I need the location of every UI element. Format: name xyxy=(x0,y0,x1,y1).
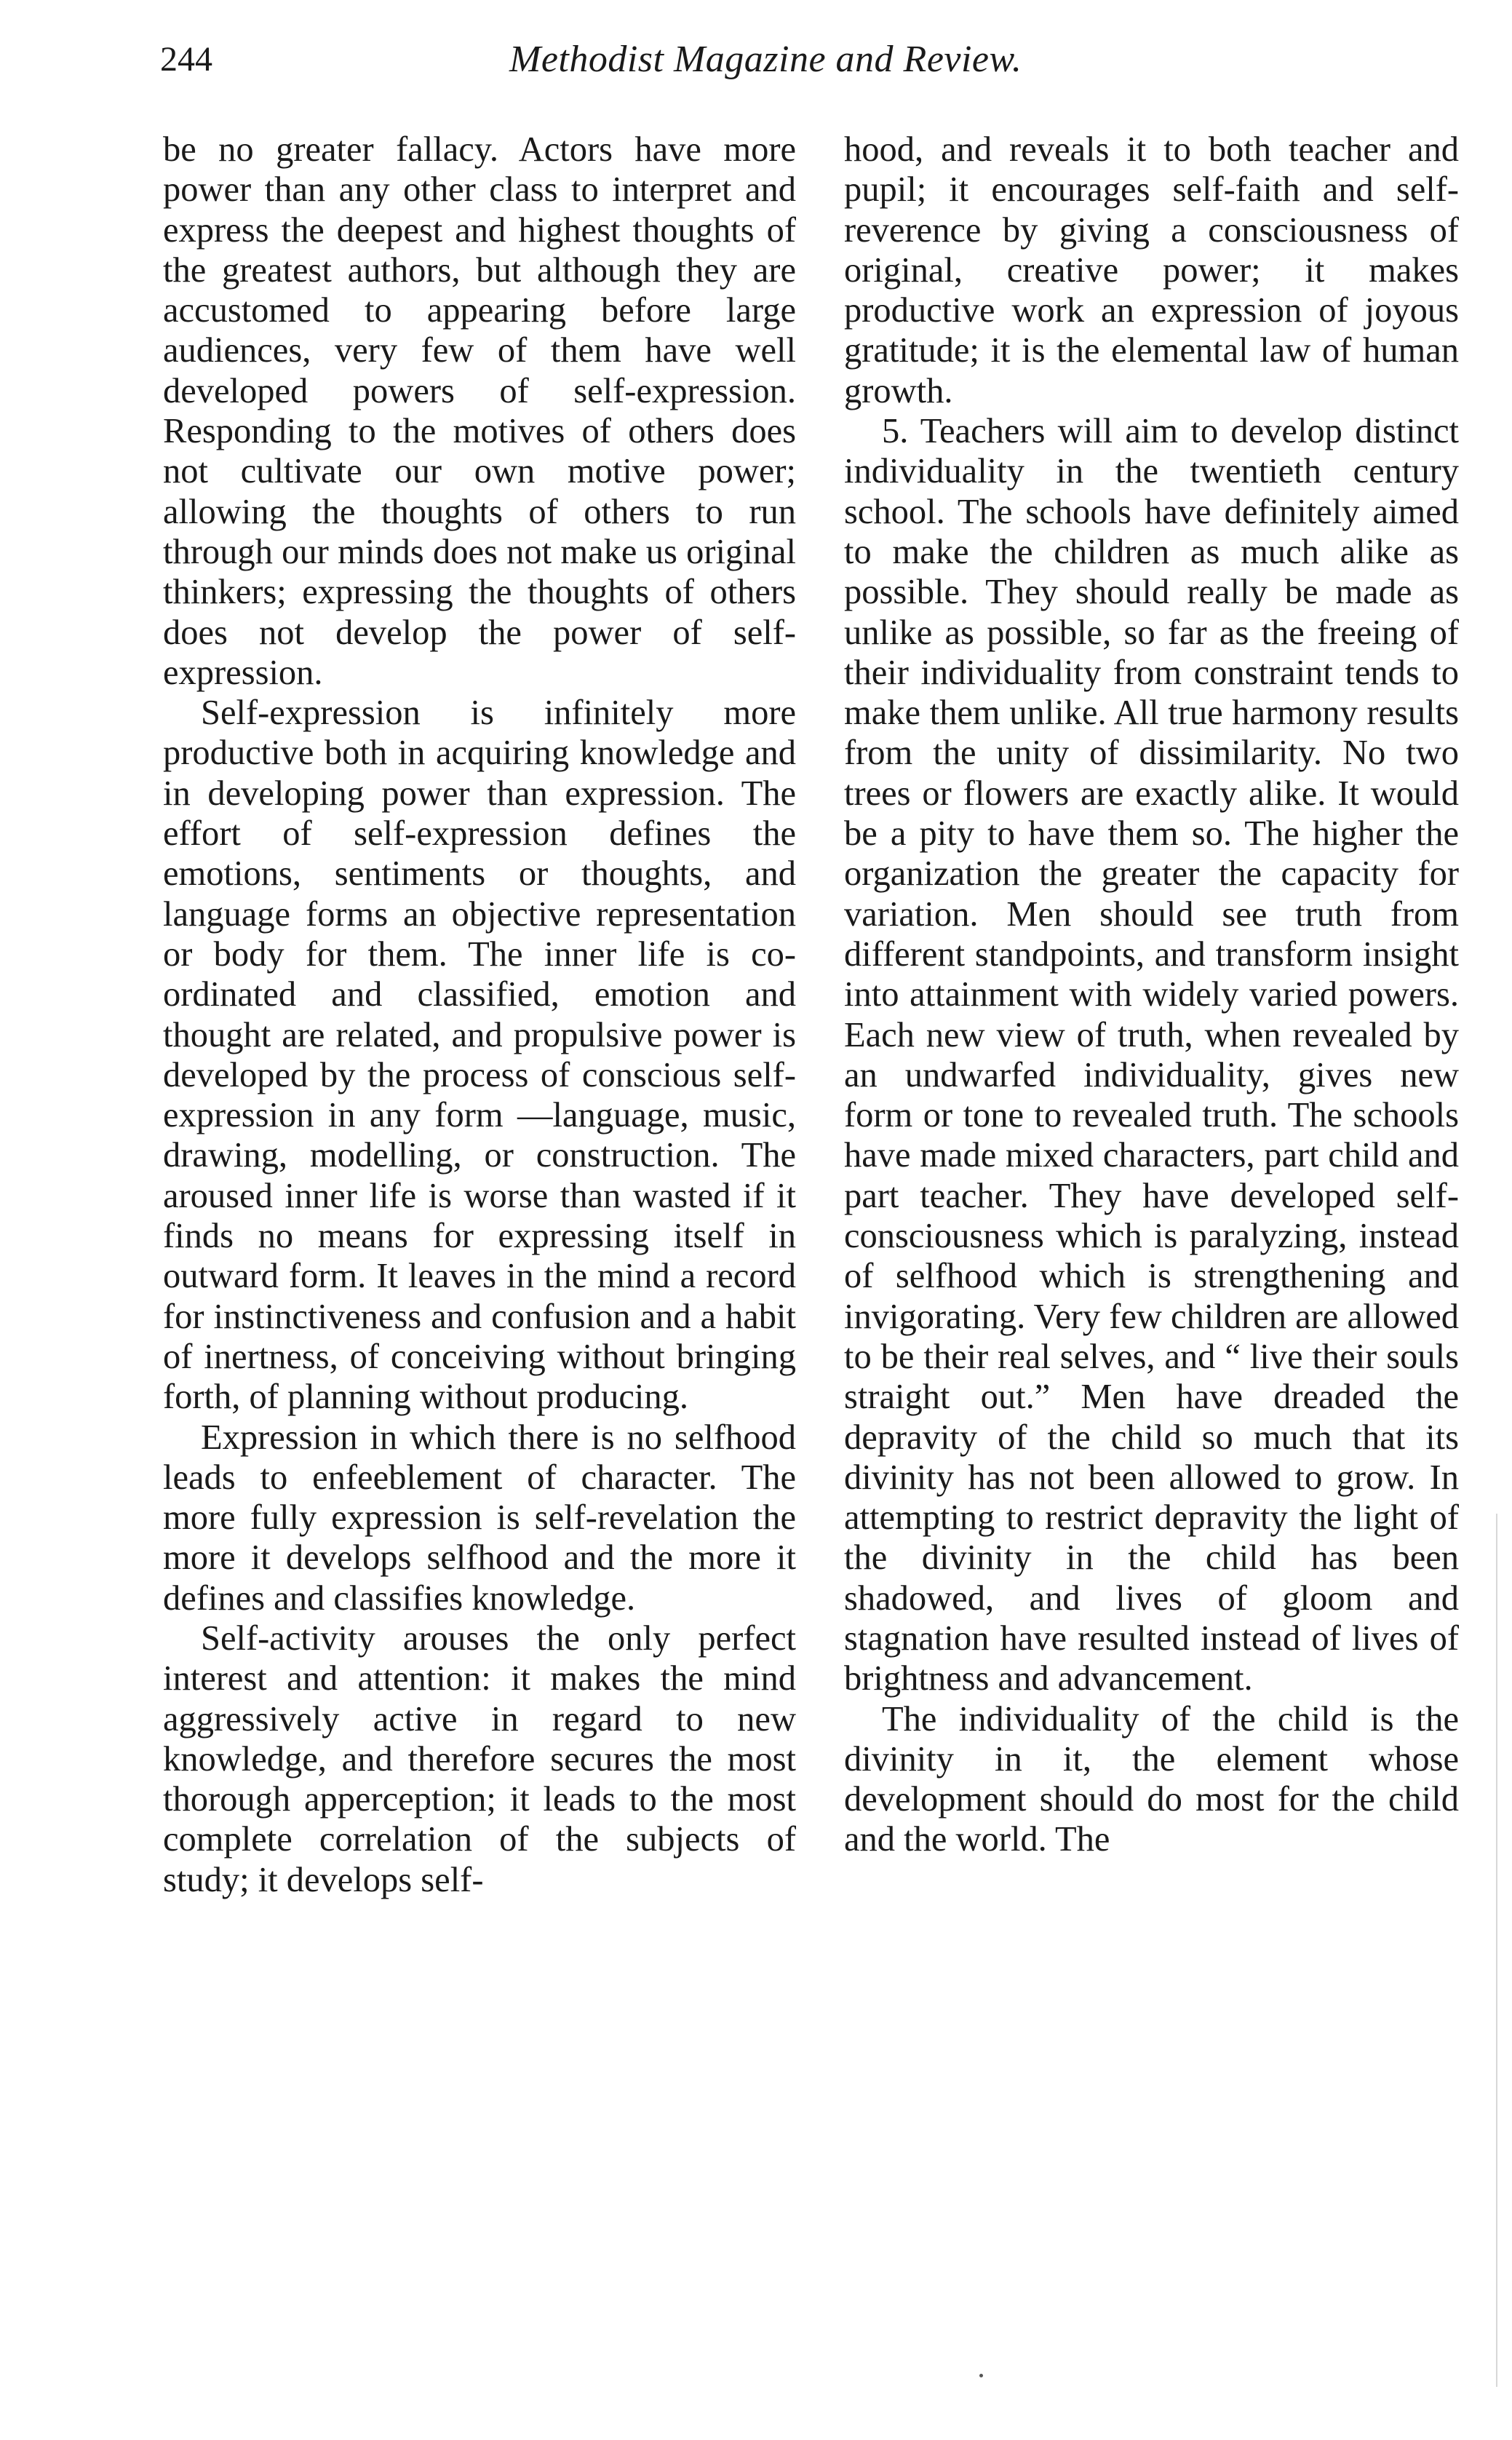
page-number: 244 xyxy=(160,40,212,79)
paragraph: 5. Teachers will aim to develop distinct individuality in the twentieth century school. The schools have definitely aimed to make the children as much alike as possible. They should really be made as unlike as possible, so far as the freeing of their individuality from constraint tends to make them unlike. All true harmony results from the unity of dissimilarity. No two trees or flowers are exactly alike. It would be a pity to have them so. The higher the organization the greater the capacity for variation. Men should see truth from different standpoints, and transform insight into attainment with widely varied powers. Each new view of truth, when revealed by an undwarfed individuality, gives new form or tone to revealed truth. The schools have made mixed characters, part child and part teacher. They have developed self-consciousness which is paralyzing, instead of selfhood which is strengthening and invigorating. Very few children are allowed to be their real selves, and “ live their souls straight out.” Men have dreaded the depravity of the child so much that its divinity has not been allowed to grow. In attempting to restrict depravity the light of the divinity in the child has been shadowed, and lives of gloom and stagnation have resulted instead of lives of brightness and advancement. xyxy=(844,412,1459,1698)
running-title: Methodist Magazine and Review. xyxy=(509,39,1022,80)
paragraph: Self-expression is infinitely more productive both in acquiring knowledge and in developing power than expression. The effort of self-expression defines the emotions, sentiments or thoughts, and language forms an objective representation or body for them. The inner life is co-ordinated and classified, emotion and thought are related, and propulsive power is developed by the process of conscious self-expression in any form —language, music, drawing, modelling, or construction. The aroused inner life is worse than wasted if it finds no means for expressing itself in outward form. It leaves in the mind a record for instinctiveness and confusion and a habit of inertness, of conceiving without bringing forth, of planning without producing. xyxy=(163,694,796,1417)
page-header xyxy=(160,31,1452,89)
paragraph: The individuality of the child is the divinity in it, the element whose development should do most for the child and the world. The xyxy=(844,1699,1459,1859)
right-column xyxy=(844,130,1459,1860)
paragraph: Self-activity arouses the only perfect interest and attention: it makes the mind aggressively active in regard to new knowledge, and therefore secures the most thorough apperception; it leads to the most complete correlation of the subjects of study; it develops self- xyxy=(163,1618,796,1899)
paragraph: hood, and reveals it to both teacher and pupil; it encourages self-faith and self-reverence by giving a consciousness of original, creative power; it makes productive work an expression of joyous gratitude; it is the elemental law of human growth. xyxy=(844,130,1459,410)
print-speck xyxy=(979,2374,983,2377)
left-column xyxy=(163,130,796,1900)
paragraph: be no greater fallacy. Actors have more power than any other class to interpret and express the deepest and highest thoughts of the greatest authors, but although they are accustomed to appearing before large audiences, very few of them have well developed powers of self-expression. Responding to the motives of others does not cultivate our own motive power; allowing the thoughts of others to run through our minds does not make us original thinkers; expressing the thoughts of others does not develop the power of self-expression. xyxy=(163,130,796,692)
page-edge-mark xyxy=(1496,1514,1497,2387)
paragraph: Expression in which there is no selfhood leads to enfeeblement of character. The more fully expression is self-revelation the more it develops selfhood and the more it defines and classifies knowledge. xyxy=(163,1418,796,1618)
